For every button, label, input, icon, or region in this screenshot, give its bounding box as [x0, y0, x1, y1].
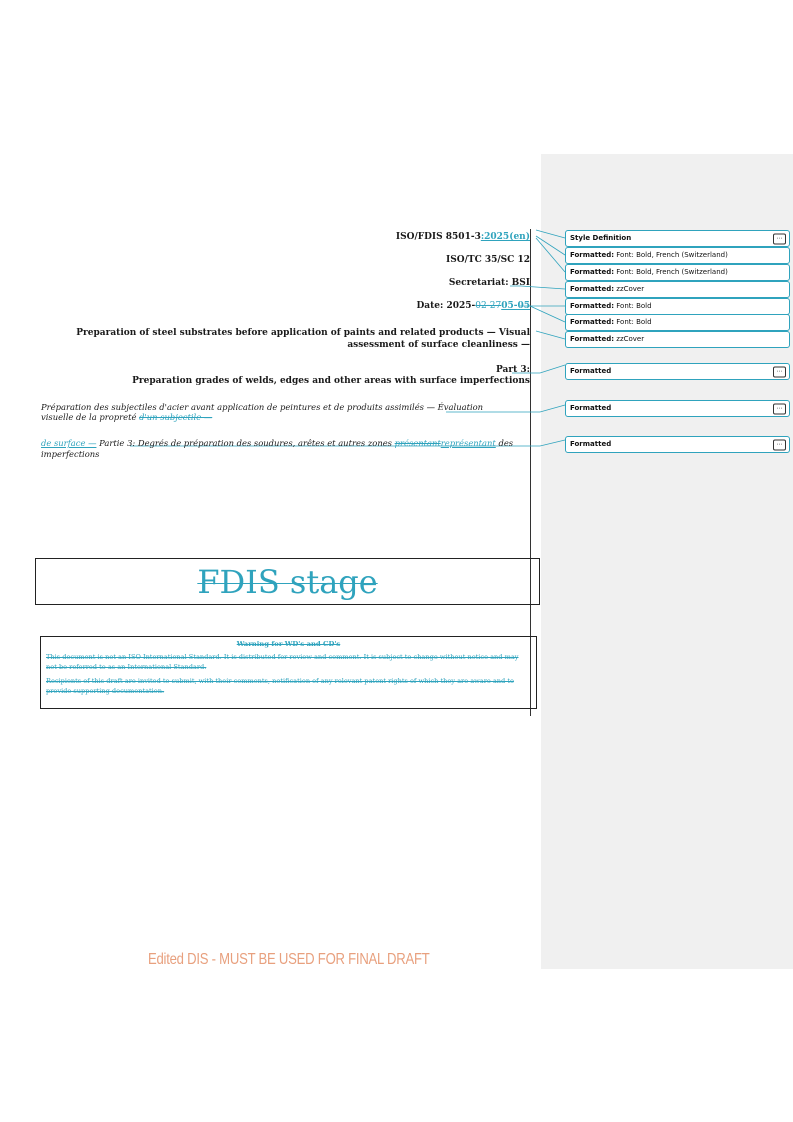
french-title-line-3: de surface — Partie 3: Degrés de préparation des soudures, arêtes et autres zones présentantreprésentant des: [41, 438, 514, 448]
edited-dis-notice: Edited DIS - MUST BE USED FOR FINAL DRAFT: [148, 951, 430, 968]
warning-box: [40, 636, 537, 709]
comment-balloon[interactable]: Formatted: zzCover: [565, 281, 790, 298]
comment-balloon[interactable]: Formatted: Font: Bold, French (Switzerland): [565, 264, 790, 281]
stage-box: [35, 558, 540, 605]
document-reference: ISO/FDIS 8501-3:2025(en): [395, 232, 530, 242]
comment-balloon[interactable]: Formatted ...: [565, 363, 790, 380]
comment-balloon[interactable]: Formatted ...: [565, 400, 790, 417]
comment-balloon[interactable]: Formatted: Font: Bold: [565, 298, 790, 315]
french-title-line-4: imperfections: [41, 449, 100, 459]
warning-title: Warning for WD's and CD's: [236, 640, 341, 648]
more-button[interactable]: ...: [773, 439, 786, 450]
secretariat: Secretariat: BSI: [448, 278, 530, 288]
more-button[interactable]: ...: [773, 233, 786, 244]
comment-balloon[interactable]: Formatted ...: [565, 436, 790, 453]
part-label: Part 3:: [496, 365, 530, 375]
comment-balloon[interactable]: Formatted: zzCover: [565, 331, 790, 348]
french-title-line-2: visuelle de la propreté d'un subjectile —: [41, 412, 213, 422]
more-button[interactable]: ...: [773, 403, 786, 414]
title-line-2: assessment of surface cleanliness —: [347, 340, 530, 350]
stage-label: FDIS stage: [197, 562, 378, 601]
comment-balloon[interactable]: Formatted: Font: Bold, French (Switzerland): [565, 247, 790, 264]
date: Date: 2025-02-2705-05: [416, 301, 530, 311]
warning-paragraph-2: Recipients of this draft are invited to submit, with their comments, notification of any relevant patent rights of which they are aware and to provide supporting documentation.: [46, 677, 514, 695]
comment-balloon[interactable]: Style Definition ...: [565, 230, 790, 247]
more-button[interactable]: ...: [773, 366, 786, 377]
title-line-1: Preparation of steel substrates before application of paints and related products — Visual: [76, 328, 530, 338]
part-title: Preparation grades of welds, edges and other areas with surface imperfections: [132, 376, 530, 386]
french-title-line-1: Préparation des subjectiles d'acier avant application de peintures et de produits assimilés — Évaluation: [41, 402, 484, 412]
comment-balloon[interactable]: Formatted: Font: Bold: [565, 314, 790, 331]
warning-paragraph-1: This document is not an ISO International Standard. It is distributed for review and comment. It is subject to change without notice and may not be referred to as an International Standard.: [46, 653, 519, 671]
committee: ISO/TC 35/SC 12: [446, 255, 530, 265]
